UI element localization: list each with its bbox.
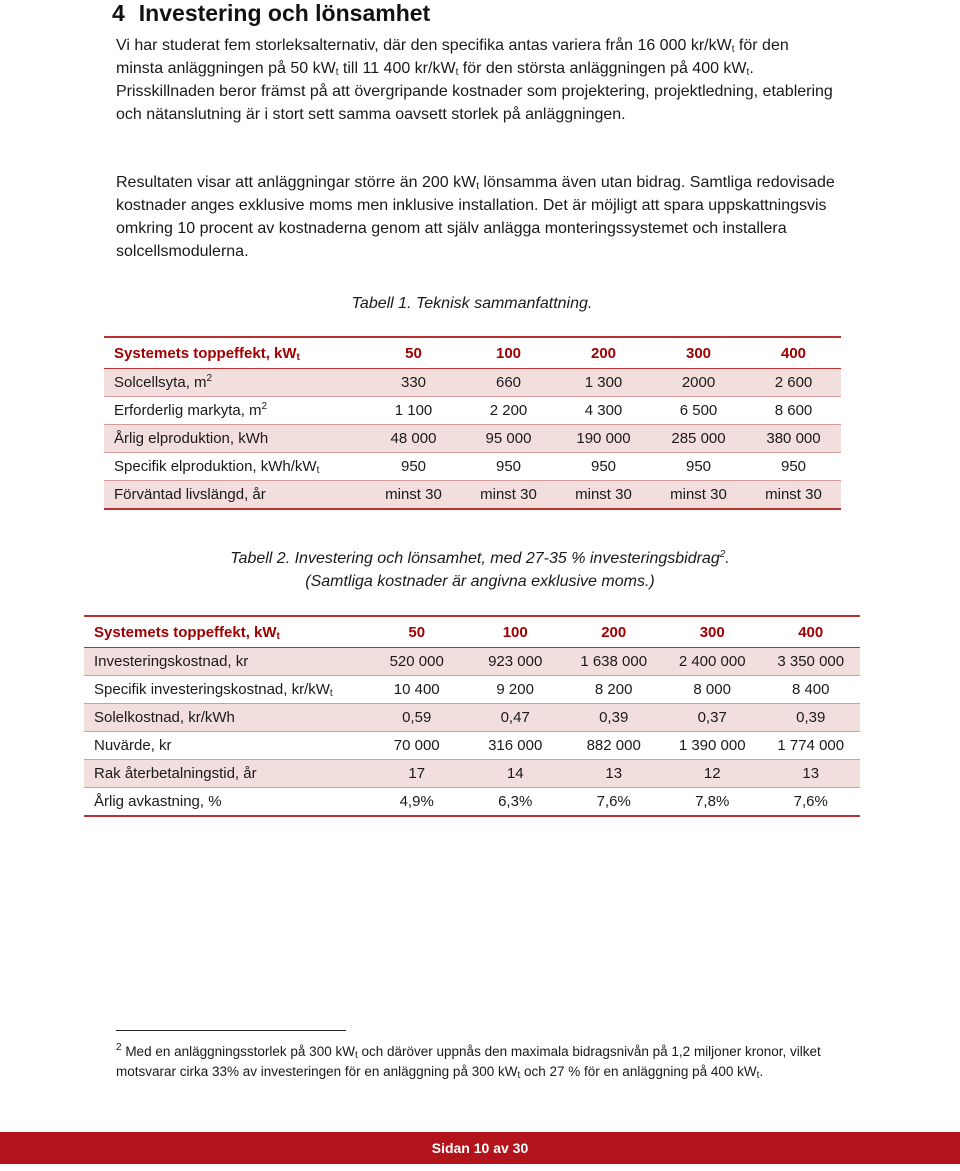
intro-paragraph [116, 34, 836, 126]
table-cell: 1 774 000 [777, 737, 845, 754]
table-cell: 882 000 [586, 737, 641, 754]
row-label-text: Erforderlig markyta, m [114, 402, 262, 419]
table-row [84, 648, 860, 676]
row-label: Årlig elproduktion, kWh [114, 430, 269, 447]
table-header-row [84, 616, 860, 648]
superscript: 2 [206, 373, 213, 384]
table-cell: 4,9% [399, 793, 434, 810]
table-cell: 0,39 [599, 709, 629, 726]
table-cell: 8 400 [791, 681, 830, 698]
table-cell: 923 000 [488, 653, 543, 670]
para1-text-b: för den minsta anläggningen på 50 kW [116, 37, 789, 77]
table-cell: 1 638 000 [580, 653, 648, 670]
table-row [84, 704, 860, 732]
para1-text-a: Vi har studerat fem storleksalternativ, där den specifika antas variera från 16 000 kr/kW [116, 37, 732, 54]
row-label [104, 369, 366, 397]
header-size: 400 [798, 623, 824, 641]
subscript: t [756, 1070, 760, 1081]
subscript: t [455, 67, 459, 78]
row-label-text: Specifik investeringskostnad, kr/kW [94, 681, 330, 698]
table-row [84, 732, 860, 760]
subscript: t [329, 688, 333, 699]
row-label: Rak återbetalningstid, år [94, 765, 257, 782]
table-cell: 950 [780, 458, 807, 475]
page-footer [0, 1132, 960, 1164]
table-cell: 4 300 [584, 402, 623, 419]
para1-text-c: till 11 400 kr/kW [338, 60, 456, 77]
table-cell: 8 000 [693, 681, 731, 698]
header-size: 50 [408, 623, 426, 641]
table-cell: 13 [605, 765, 623, 782]
table-row [84, 760, 860, 788]
results-paragraph [116, 171, 836, 263]
header-size: 200 [601, 623, 627, 641]
header-label [84, 616, 367, 648]
table-cell: 190 000 [576, 430, 631, 447]
table-cell: 950 [495, 458, 522, 475]
investment-table [84, 615, 860, 817]
page-number-label: Sidan 10 av 30 [431, 1140, 529, 1156]
table-cell: 8 600 [774, 402, 813, 419]
subscript: t [517, 1070, 521, 1081]
subscript: t [354, 1050, 358, 1061]
row-label [104, 453, 366, 481]
table-cell: 1 300 [584, 374, 623, 391]
table-row [104, 397, 841, 425]
row-label-text: Solcellsyta, m [114, 374, 207, 391]
row-label [104, 397, 366, 425]
table-cell: 0,39 [796, 709, 826, 726]
table-cell: 7,8% [695, 793, 730, 810]
table-cell: 0,47 [500, 709, 530, 726]
table2-caption-period: . [725, 550, 730, 567]
table-cell: 660 [495, 374, 522, 391]
footnote-divider [116, 1030, 346, 1031]
header-size: 300 [685, 344, 712, 362]
table2-caption [0, 547, 960, 593]
table-row [104, 453, 841, 481]
table-cell: 9 200 [496, 681, 534, 698]
superscript: 2 [261, 401, 268, 412]
para2-text-a: Resultaten visar att anläggningar större än 200 kW [116, 174, 477, 191]
table-cell: 316 000 [488, 737, 543, 754]
table-cell: 12 [703, 765, 721, 782]
subscript: t [746, 67, 750, 78]
section-number: 4 [112, 0, 125, 26]
para1-text-d: för den största anläggningen på 400 kW [458, 60, 747, 77]
table1-caption: Tabell 1. Teknisk sammanfattning. [351, 295, 593, 312]
table-cell: 2 400 000 [678, 653, 746, 670]
table-row [84, 788, 860, 817]
table-cell: 0,59 [402, 709, 432, 726]
table-cell: 950 [685, 458, 712, 475]
section-title: Investering och lönsamhet [138, 0, 431, 26]
row-label: Investeringskostnad, kr [94, 653, 249, 670]
table-cell: 520 000 [389, 653, 444, 670]
subscript: t [335, 67, 339, 78]
table-cell: 2 600 [774, 374, 813, 391]
table-row [104, 425, 841, 453]
table-cell: 95 000 [485, 430, 532, 447]
header-size: 300 [699, 623, 725, 641]
table2-caption-line1: Tabell 2. Investering och lönsamhet, med 27-35 % investeringsbidrag [230, 550, 720, 567]
footnote-text-b: och däröver uppnås den maximala bidragsnivån på 1,2 miljoner kronor, vilket motsvarar cirka 33% av investeringen för en anläggning på 300 kW [116, 1044, 821, 1079]
section-heading [112, 0, 430, 26]
para2-text-b: lönsamma även utan bidrag. Samtliga redovisade kostnader anges exklusive moms men inklusive installation. Det är möjligt att spara uppskattningsvis omkring 10 procent av kostnaderna genom att själv anlägga monteringssystemet och installera solcellsmodulerna. [116, 174, 835, 260]
para1-text-e: . Prisskillnaden beror främst på att övergripande kostnader som projektering, projektledning, etablering och nätanslutning är i stort sett samma oavsett storlek på anläggningen. [116, 60, 833, 123]
table-cell: 2 200 [489, 402, 528, 419]
subscript: t [316, 465, 320, 476]
table-cell: 6 500 [679, 402, 718, 419]
table-cell: minst 30 [575, 486, 632, 503]
technical-summary-table [104, 336, 841, 510]
table-cell: 8 200 [594, 681, 633, 698]
header-size: 100 [495, 344, 522, 362]
table-cell: 3 350 000 [777, 653, 845, 670]
header-size: 100 [502, 623, 528, 641]
table-cell: 7,6% [596, 793, 631, 810]
table-cell: 330 [400, 374, 427, 391]
table-cell: 0,37 [697, 709, 727, 726]
footnote-marker: 2 [116, 1042, 122, 1053]
table-row [84, 676, 860, 704]
header-label-text: Systemets toppeffekt, kW [114, 344, 297, 362]
table-cell: 14 [506, 765, 524, 782]
header-size: 200 [590, 344, 617, 362]
table-cell: 1 390 000 [678, 737, 746, 754]
table-cell: 17 [408, 765, 426, 782]
table-cell: minst 30 [765, 486, 822, 503]
header-size: 50 [405, 344, 422, 362]
row-label-text: Specifik elproduktion, kWh/kW [114, 458, 317, 475]
footnote-text-d: . [759, 1064, 764, 1079]
row-label: Årlig avkastning, % [94, 793, 222, 810]
subscript: t [731, 44, 735, 55]
table-cell: minst 30 [385, 486, 442, 503]
row-label: Solelkostnad, kr/kWh [94, 709, 235, 726]
table-cell: 950 [400, 458, 427, 475]
subscript: t [296, 351, 300, 363]
table-cell: 10 400 [393, 681, 440, 698]
table-cell: 7,6% [793, 793, 828, 810]
table-row [104, 369, 841, 397]
table-cell: 48 000 [390, 430, 437, 447]
footnote-text-c: och 27 % för en anläggning på 400 kW [520, 1064, 757, 1079]
table-cell: 1 100 [394, 402, 433, 419]
header-label-text: Systemets toppeffekt, kW [94, 623, 277, 641]
subscript: t [476, 181, 479, 192]
table-cell: 70 000 [393, 737, 440, 754]
row-label: Förväntad livslängd, år [114, 486, 266, 503]
footnote [116, 1042, 828, 1082]
table-header-row [104, 337, 841, 369]
header-label [104, 337, 366, 369]
table-cell: 13 [802, 765, 820, 782]
row-label: Nuvärde, kr [94, 737, 172, 754]
table-cell: minst 30 [480, 486, 537, 503]
table-row [104, 481, 841, 510]
table-cell: 6,3% [498, 793, 533, 810]
row-label [84, 676, 367, 704]
footnote-marker: 2 [719, 549, 726, 560]
header-size: 400 [780, 344, 807, 362]
table-cell: 285 000 [671, 430, 726, 447]
table-cell: minst 30 [670, 486, 727, 503]
table-cell: 950 [590, 458, 617, 475]
table2-caption-line2: (Samtliga kostnader är angivna exklusive moms.) [305, 573, 655, 590]
footnote-text-a: Med en anläggningsstorlek på 300 kW [121, 1044, 355, 1059]
table-cell: 380 000 [766, 430, 821, 447]
subscript: t [276, 630, 280, 642]
table-cell: 2000 [681, 374, 716, 391]
